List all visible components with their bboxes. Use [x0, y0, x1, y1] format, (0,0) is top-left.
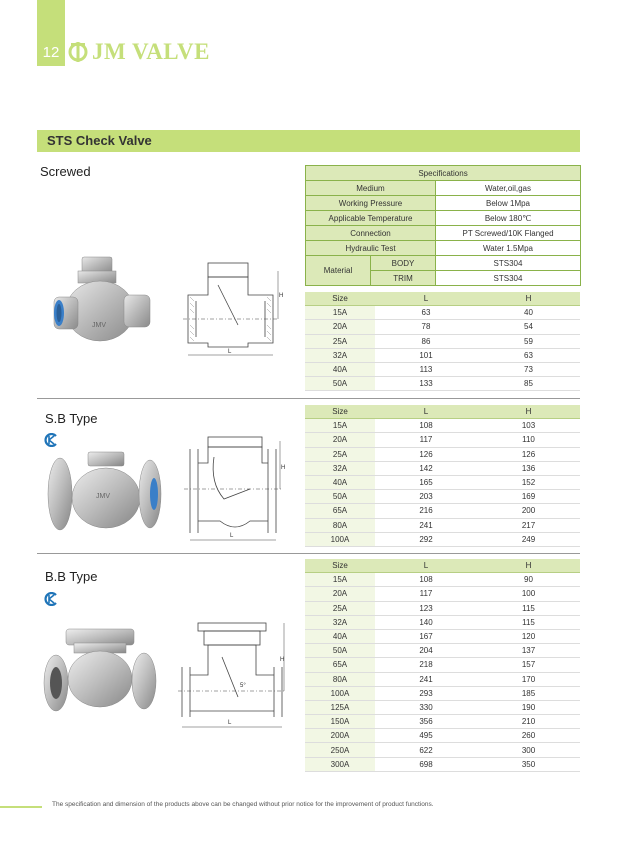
table-cell: 40	[477, 306, 580, 320]
screwed-valve-photo	[50, 255, 155, 347]
page-title: STS Check Valve	[47, 133, 152, 148]
length-label: L	[228, 349, 232, 355]
table-row	[305, 743, 580, 757]
bb-valve-photo	[40, 625, 160, 715]
table-cell: 150A	[305, 715, 375, 729]
table-cell: 250A	[305, 743, 375, 757]
table-cell: 65A	[305, 504, 375, 518]
table-row	[305, 348, 580, 362]
table-row	[305, 715, 580, 729]
column-header: Size	[305, 405, 375, 419]
table-cell: 40A	[305, 475, 375, 489]
table-row	[305, 447, 580, 461]
title-bar	[37, 130, 580, 152]
table-cell: 293	[375, 686, 477, 700]
table-cell: 217	[477, 518, 580, 532]
table-cell: 185	[477, 686, 580, 700]
table-cell: 133	[375, 377, 477, 391]
table-cell: 20A	[305, 587, 375, 601]
table-cell: 100	[477, 587, 580, 601]
table-cell: 190	[477, 700, 580, 714]
table-cell: 15A	[305, 306, 375, 320]
brand-name: JM VALVE	[92, 39, 210, 64]
table-cell: 54	[477, 320, 580, 334]
table-cell: 200A	[305, 729, 375, 743]
table-cell: 330	[375, 700, 477, 714]
table-cell: 90	[477, 573, 580, 587]
table-row	[305, 700, 580, 714]
table-row	[305, 362, 580, 376]
table-row	[305, 729, 580, 743]
table-row	[305, 334, 580, 348]
table-cell: 698	[375, 757, 477, 771]
table-row	[305, 475, 580, 489]
spec-label: Hydraulic Test	[306, 241, 436, 256]
spec-label: Connection	[306, 226, 436, 241]
table-row	[305, 573, 580, 587]
brand-logo	[68, 38, 210, 66]
column-header: L	[375, 292, 477, 306]
table-cell: 170	[477, 672, 580, 686]
footer-note: The specification and dimension of the products above can be changed without prior notice for the improvement of product functions.	[52, 801, 434, 808]
specifications-table	[305, 165, 581, 286]
column-header: L	[375, 559, 477, 573]
section-divider	[37, 398, 580, 399]
height-label: H	[281, 465, 286, 471]
page-number: 12	[42, 44, 60, 61]
spec-header: Specifications	[306, 166, 581, 181]
table-row	[305, 419, 580, 433]
table-cell: 101	[375, 348, 477, 362]
table-cell: 20A	[305, 433, 375, 447]
footer-accent-line	[0, 806, 42, 808]
table-cell: 85	[477, 377, 580, 391]
column-header: H	[477, 405, 580, 419]
table-row	[305, 433, 580, 447]
column-header: Size	[305, 559, 375, 573]
table-cell: 241	[375, 672, 477, 686]
spec-value: Water 1.5Mpa	[436, 241, 581, 256]
table-cell: 50A	[305, 490, 375, 504]
table-cell: 126	[375, 447, 477, 461]
table-cell: 73	[477, 362, 580, 376]
column-header: H	[477, 292, 580, 306]
table-cell: 260	[477, 729, 580, 743]
table-cell: 63	[477, 348, 580, 362]
table-cell: 59	[477, 334, 580, 348]
column-header: Size	[305, 292, 375, 306]
table-cell: 32A	[305, 348, 375, 362]
table-cell: 292	[375, 532, 477, 546]
spec-sublabel: BODY	[371, 256, 436, 271]
table-cell: 157	[477, 658, 580, 672]
bb-valve-drawing	[178, 617, 290, 735]
table-cell: 50A	[305, 644, 375, 658]
section-label-sb: S.B Type	[45, 411, 98, 426]
spec-value: STS304	[436, 271, 581, 286]
table-cell: 300A	[305, 757, 375, 771]
table-cell: 80A	[305, 518, 375, 532]
table-cell: 300	[477, 743, 580, 757]
screwed-valve-drawing	[178, 255, 288, 365]
table-cell: 249	[477, 532, 580, 546]
table-row	[305, 532, 580, 546]
table-cell: 167	[375, 629, 477, 643]
table-cell: 110	[477, 433, 580, 447]
spec-label: Medium	[306, 181, 436, 196]
section-label-bb: B.B Type	[45, 569, 98, 584]
table-cell: 169	[477, 490, 580, 504]
sb-valve-photo	[44, 450, 166, 538]
table-cell: 216	[375, 504, 477, 518]
column-header: H	[477, 559, 580, 573]
table-header-row	[305, 405, 580, 419]
height-label: H	[280, 657, 285, 663]
table-cell: 241	[375, 518, 477, 532]
table-cell: 356	[375, 715, 477, 729]
table-cell: 100A	[305, 686, 375, 700]
table-row	[305, 615, 580, 629]
spec-label: Working Pressure	[306, 196, 436, 211]
spec-value: PT Screwed/10K Flanged	[436, 226, 581, 241]
kc-mark-icon	[44, 592, 58, 606]
table-row	[305, 377, 580, 391]
table-cell: 25A	[305, 334, 375, 348]
table-cell: 15A	[305, 419, 375, 433]
table-cell: 203	[375, 490, 477, 504]
table-cell: 103	[477, 419, 580, 433]
table-row	[305, 644, 580, 658]
sb-dimensions-table	[305, 405, 580, 547]
sb-valve-drawing	[180, 433, 288, 545]
spec-value: STS304	[436, 256, 581, 271]
table-row	[305, 518, 580, 532]
table-cell: 108	[375, 573, 477, 587]
table-row	[305, 672, 580, 686]
spec-value: Water,oil,gas	[436, 181, 581, 196]
table-header-row	[305, 292, 580, 306]
table-cell: 32A	[305, 615, 375, 629]
table-cell: 20A	[305, 320, 375, 334]
table-cell: 142	[375, 461, 477, 475]
table-cell: 495	[375, 729, 477, 743]
spec-label: Applicable Temperature	[306, 211, 436, 226]
table-cell: 115	[477, 601, 580, 615]
table-row	[305, 601, 580, 615]
bb-dimensions-table	[305, 559, 580, 772]
table-cell: 78	[375, 320, 477, 334]
table-row	[305, 320, 580, 334]
photo-marking: JMV	[96, 493, 110, 500]
table-cell: 115	[477, 615, 580, 629]
table-cell: 32A	[305, 461, 375, 475]
table-cell: 200	[477, 504, 580, 518]
length-label: L	[228, 720, 232, 726]
table-cell: 123	[375, 601, 477, 615]
table-cell: 40A	[305, 629, 375, 643]
table-cell: 117	[375, 433, 477, 447]
table-cell: 25A	[305, 601, 375, 615]
table-row	[305, 504, 580, 518]
table-cell: 80A	[305, 672, 375, 686]
table-cell: 25A	[305, 447, 375, 461]
table-cell: 622	[375, 743, 477, 757]
table-cell: 140	[375, 615, 477, 629]
spec-label: Material	[306, 256, 371, 286]
table-cell: 218	[375, 658, 477, 672]
table-cell: 63	[375, 306, 477, 320]
table-row	[305, 629, 580, 643]
table-row	[305, 757, 580, 771]
table-cell: 117	[375, 587, 477, 601]
spec-sublabel: TRIM	[371, 271, 436, 286]
table-cell: 137	[477, 644, 580, 658]
spec-value: Below 1Mpa	[436, 196, 581, 211]
section-label-screwed: Screwed	[40, 164, 91, 179]
kc-mark-icon	[44, 433, 58, 447]
table-cell: 15A	[305, 573, 375, 587]
table-cell: 165	[375, 475, 477, 489]
spec-value: Below 180℃	[436, 211, 581, 226]
table-cell: 100A	[305, 532, 375, 546]
table-row	[305, 306, 580, 320]
table-cell: 86	[375, 334, 477, 348]
column-header: L	[375, 405, 477, 419]
table-row	[305, 490, 580, 504]
table-cell: 152	[477, 475, 580, 489]
length-label: L	[230, 533, 234, 539]
table-cell: 50A	[305, 377, 375, 391]
height-label: H	[279, 293, 284, 299]
valve-logo-icon	[68, 41, 88, 63]
section-divider	[37, 553, 580, 554]
table-cell: 108	[375, 419, 477, 433]
table-cell: 125A	[305, 700, 375, 714]
table-row	[305, 658, 580, 672]
table-cell: 210	[477, 715, 580, 729]
table-cell: 40A	[305, 362, 375, 376]
table-header-row	[305, 559, 580, 573]
table-cell: 65A	[305, 658, 375, 672]
screwed-dimensions-table	[305, 292, 580, 391]
table-row	[305, 587, 580, 601]
photo-marking: JMV	[92, 322, 106, 329]
table-cell: 120	[477, 629, 580, 643]
table-cell: 113	[375, 362, 477, 376]
table-cell: 136	[477, 461, 580, 475]
table-cell: 126	[477, 447, 580, 461]
table-row	[305, 686, 580, 700]
table-row	[305, 461, 580, 475]
angle-label: 5°	[240, 683, 246, 689]
table-cell: 350	[477, 757, 580, 771]
table-cell: 204	[375, 644, 477, 658]
